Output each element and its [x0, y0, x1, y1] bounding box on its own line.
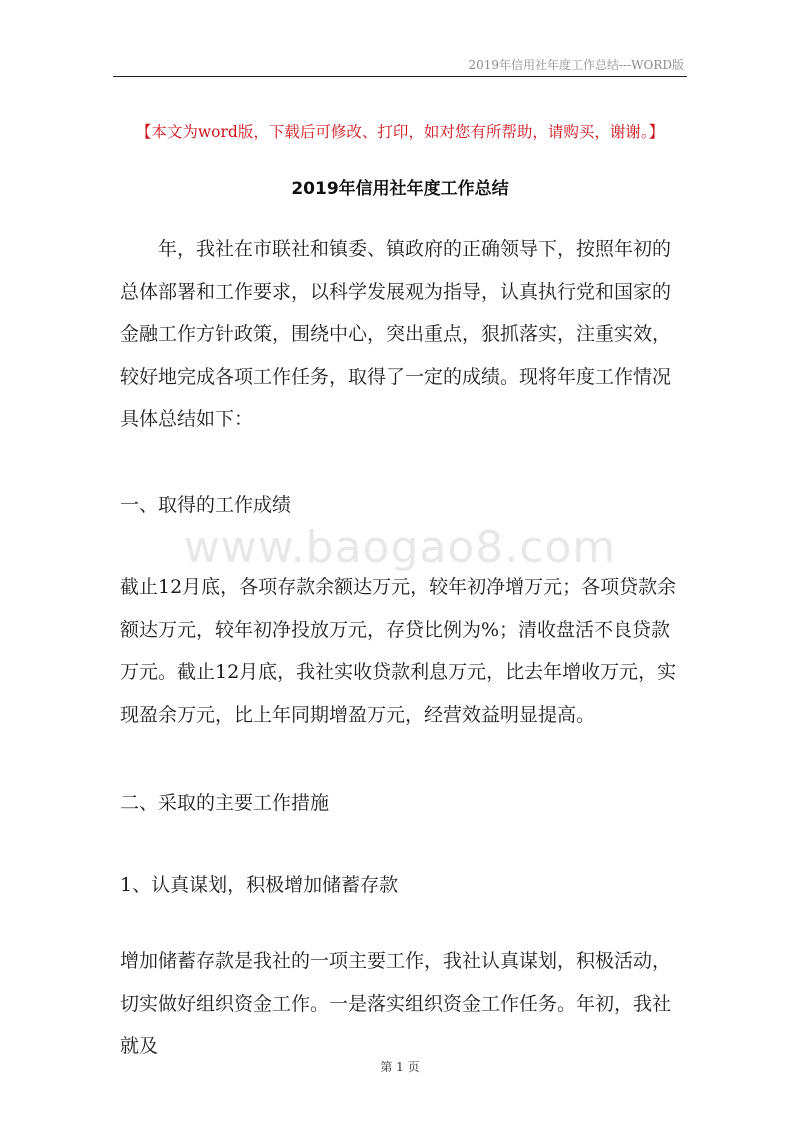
watermark: www.baogao8.com: [183, 522, 617, 573]
purchase-notice: 【本文为word版，下载后可修改、打印，如对您有所帮助，请购买，谢谢。】: [135, 123, 665, 141]
running-header: 2019年信用社年度工作总结---WORD版: [468, 58, 684, 72]
subsection-heading-deposits: 1、认真谋划，积极增加储蓄存款: [120, 874, 399, 896]
header-divider: [113, 76, 687, 77]
page-number: 第 1 页: [380, 1060, 420, 1074]
deposits-paragraph: 增加储蓄存款是我社的一项主要工作，我社认真谋划，积极活动，切实做好组织资金工作。一是落实组织资金工作任务。年初，我社就及: [120, 950, 672, 1057]
section-heading-measures: 二、采取的主要工作措施: [120, 792, 330, 814]
document-title: 2019年信用社年度工作总结: [291, 179, 509, 199]
intro-paragraph: 年，我社在市联社和镇委、镇政府的正确领导下，按照年初的总体部署和工作要求，以科学发展观为指导，认真执行党和国家的金融工作方针政策，围绕中心，突出重点，狠抓落实，注重实效，较好地完成各项工作任务，取得了一定的成绩。现将年度工作情况具体总结如下：: [120, 238, 672, 430]
section-heading-achievements: 一、取得的工作成绩: [120, 494, 292, 516]
achievements-paragraph: 截止12月底，各项存款余额达万元，较年初净增万元；各项贷款余额达万元，较年初净投放万元，存贷比例为%；清收盘活不良贷款万元。截止12月底，我社实收贷款利息万元，比去年增收万元，实现盈余万元，比上年同期增盈万元，经营效益明显提高。: [120, 576, 677, 726]
